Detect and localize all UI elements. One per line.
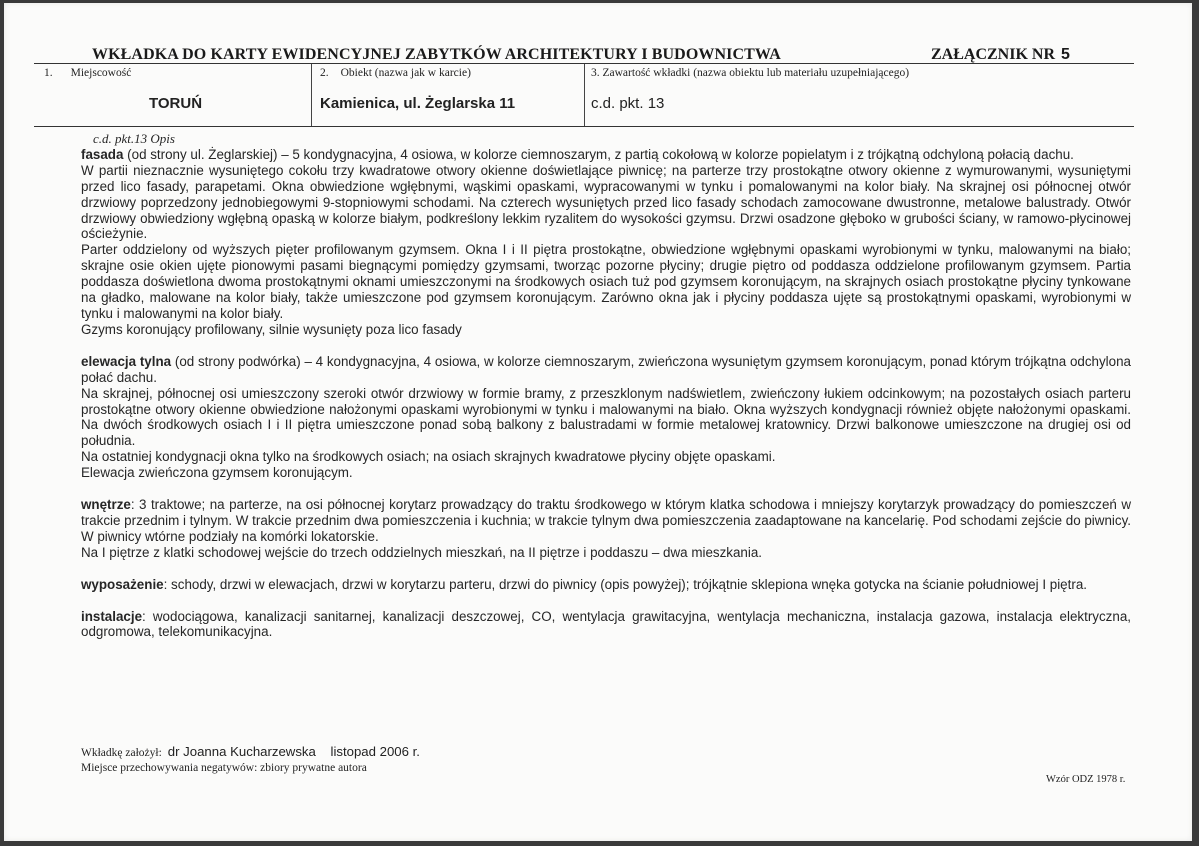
field-insert-content-value: c.d. pkt. 13 (591, 95, 665, 112)
paragraph: : schody, drzwi w elewacjach, drzwi w korytarzu parteru, drzwi do piwnicy (opis powyżej); trójkątnie sklepiona wnęka gotycka na ścianie południowej I piętra. (163, 576, 1087, 592)
field-label-text: Zawartość wkładki (nazwa obiektu lub materiału uzupełniającego) (602, 67, 910, 79)
field-locality-value: TORUŃ (149, 95, 203, 112)
footer-negatives-label: Miejsce przechowywania negatywów: (81, 762, 258, 774)
section-term-installations: instalacje (81, 608, 143, 624)
section-term-furnishings: wyposażenie (81, 576, 164, 592)
paragraph: Elewacja zwieńczona gzymsem koronującym. (81, 465, 353, 481)
section-spacer (81, 561, 1131, 577)
annex-number: 5 (1061, 46, 1070, 63)
field-object-label (320, 67, 471, 79)
description-subheading: c.d. pkt.13 Opis (93, 131, 175, 146)
footer-author-value: dr Joanna Kucharzewska listopad 2006 r. (167, 744, 420, 759)
header-fields-table (34, 63, 1134, 127)
section-rear-elevation-intro (81, 354, 1131, 386)
paragraph: Parter oddzielony od wyższych pięter profilowanym gzymsem. Okna I i II piętra prostokątne, obwiedzione wgłębnymi opaskami wyrobionymi w tynku, malowanymi na biało; skrajne osie okien ujęte pionowymi pasami biegnącymi pomiędzy gzymsami, tworząc pozorne płyciny; drugie piętro od poddasza oddzielone profilowanym gzymsem. Partia poddasza doświetlona dwoma prostokątnymi oknami umieszczonymi na środkowych osiach tuż pod gzymsem koronującym, na skrajnych osiach prostokątne płyciny tynkowane na gładko, malowane na kolor biały, także umieszczone pod gzymsem koronującym. Zarówno okna jak i płyciny poddasza ujęte są prostokątnymi opaskami, wyrobionymi w tynku i malowanymi na kolor biały. (81, 242, 1131, 321)
paragraph: : 3 traktowe; na parterze, na osi północnej korytarz prowadzący do traktu środkowego w którym klatka schodowa i mniejszy korytarzyk prowadzący do pomieszczeń w trakcie przednim i tylnym. W trakcie przednim dwa pomieszczenia i kuchnia; w trakcie tylnym dwa pomieszczenia zaadaptowane na kancelarię. Pod schodami zejście do piwnicy. W piwnicy wtórne podziały na komórki lokatorskie. (81, 497, 1131, 544)
field-insert-content (584, 64, 1135, 126)
paragraph: (od strony ul. Żeglarskiej) – 5 kondygnacyjna, 4 osiowa, w kolorze ciemnoszarym, z partią cokołową w kolorze popielatym i z trójkątną odchyloną połacią dachu. (123, 146, 1074, 162)
paragraph: Na I piętrze z klatki schodowej wejście do trzech oddzielnych mieszkań, na II piętrze i poddaszu – dwa mieszkania. (81, 544, 763, 560)
field-number: 2. (320, 67, 329, 79)
field-locality-label (44, 67, 131, 79)
section-spacer (81, 593, 1131, 609)
footer-negatives-value: zbiory prywatne autora (260, 762, 367, 774)
section-installations-intro (81, 609, 1131, 641)
footer-author (81, 744, 420, 759)
field-object-value: Kamienica, ul. Żeglarska 11 (320, 95, 516, 112)
paragraph: Na ostatniej kondygnacji okna tylko na środkowych osiach; na osiach skrajnych kwadratowe płyciny objęte opaskami. (81, 449, 776, 465)
section-term-rear-elevation: elewacja tylna (81, 353, 172, 369)
paragraph: W partii nieznacznie wysuniętego cokołu trzy kwadratowe otwory okienne doświetlające piwnicę; na parterze trzy prostokątne otwory okienne z wymurowanymi, wysuniętymi przed lico fasady, parapetami. Okna obwiedzione wgłębnymi, wąskimi opaskami, wypracowanymi w tynku i pomalowanymi na kolor biały. Na skrajnej osi północnej otwór drzwiowy poprzedzony jednobiegowymi 9-stopniowymi schodami. Na czterech wysuniętych przed lico fasady schodach zamocowane dwustronne, metalowe balustrady. Otwór drzwiowy obwiedziony wgłębną opaską w kolorze białym, podkreślony lekkim ryzalitem do wysokości gzymsu. Drzwi osadzone głęboko w grubości ściany, w ramowo-płycinowej ościeżynie. (81, 162, 1131, 242)
field-label-text: Miejscowość (70, 67, 132, 79)
section-term-facade: fasada (81, 146, 124, 162)
footer-author-label: Wkładkę założył: (81, 747, 162, 759)
annex-label (931, 46, 1070, 64)
field-label-text: Obiekt (nazwa jak w karcie) (340, 67, 471, 79)
field-number: 3. (591, 67, 600, 79)
section-furnishings-intro (81, 577, 1131, 593)
paragraph: Na skrajnej, północnej osi umieszczony szeroki otwór drzwiowy w formie bramy, z przeszklonym nadświetlem, zwieńczony łukiem odcinkowym; na pozostałych osiach parteru prostokątne otwory okienne obwiedzione nałożonymi opaskami wyrobionymi w tynku i malowanymi na biało. Okna wyższych kondygnacji również objęte nałożonymi opaskami. Na dwóch środkowych osiach I i II piętra umieszczone ponad sobą balkony z balustradami w formie metalowej kratownicy. Drzwi balkonowe umieszczone na drugiej osi od południa. (81, 385, 1131, 449)
field-locality (34, 64, 311, 126)
section-interior-intro (81, 497, 1131, 545)
paragraph: Gzyms koronujący profilowany, silnie wysunięty poza lico fasady (81, 321, 462, 337)
footer-negatives (81, 762, 367, 774)
document-page (4, 3, 1192, 841)
section-facade-intro (81, 147, 1131, 163)
field-number: 1. (44, 67, 53, 79)
document-title: WKŁADKA DO KARTY EWIDENCYJNEJ ZABYTKÓW ARCHITEKTURY I BUDOWNICTWA (92, 46, 781, 63)
section-spacer (81, 481, 1131, 497)
section-term-interior: wnętrze (81, 497, 131, 513)
field-insert-content-label (591, 67, 909, 79)
annex-label-text: ZAŁĄCZNIK NR (931, 46, 1056, 63)
section-spacer (81, 338, 1131, 354)
template-note: Wzór ODZ 1978 r. (1046, 774, 1126, 785)
description-body (81, 131, 1131, 640)
field-object (311, 64, 585, 126)
paragraph: : wodociągowa, kanalizacji sanitarnej, kanalizacji deszczowej, CO, wentylacja grawitacyjna, wentylacja mechaniczna, instalacja gazowa, instalacja elektryczna, odgromowa, telekomunikacyjna. (81, 608, 1131, 640)
paragraph: (od strony podwórka) – 4 kondygnacyjna, 4 osiowa, w kolorze ciemnoszarym, zwieńczona wysuniętym gzymsem koronującym, ponad którym trójkątna odchylona połać dachu. (81, 353, 1131, 385)
